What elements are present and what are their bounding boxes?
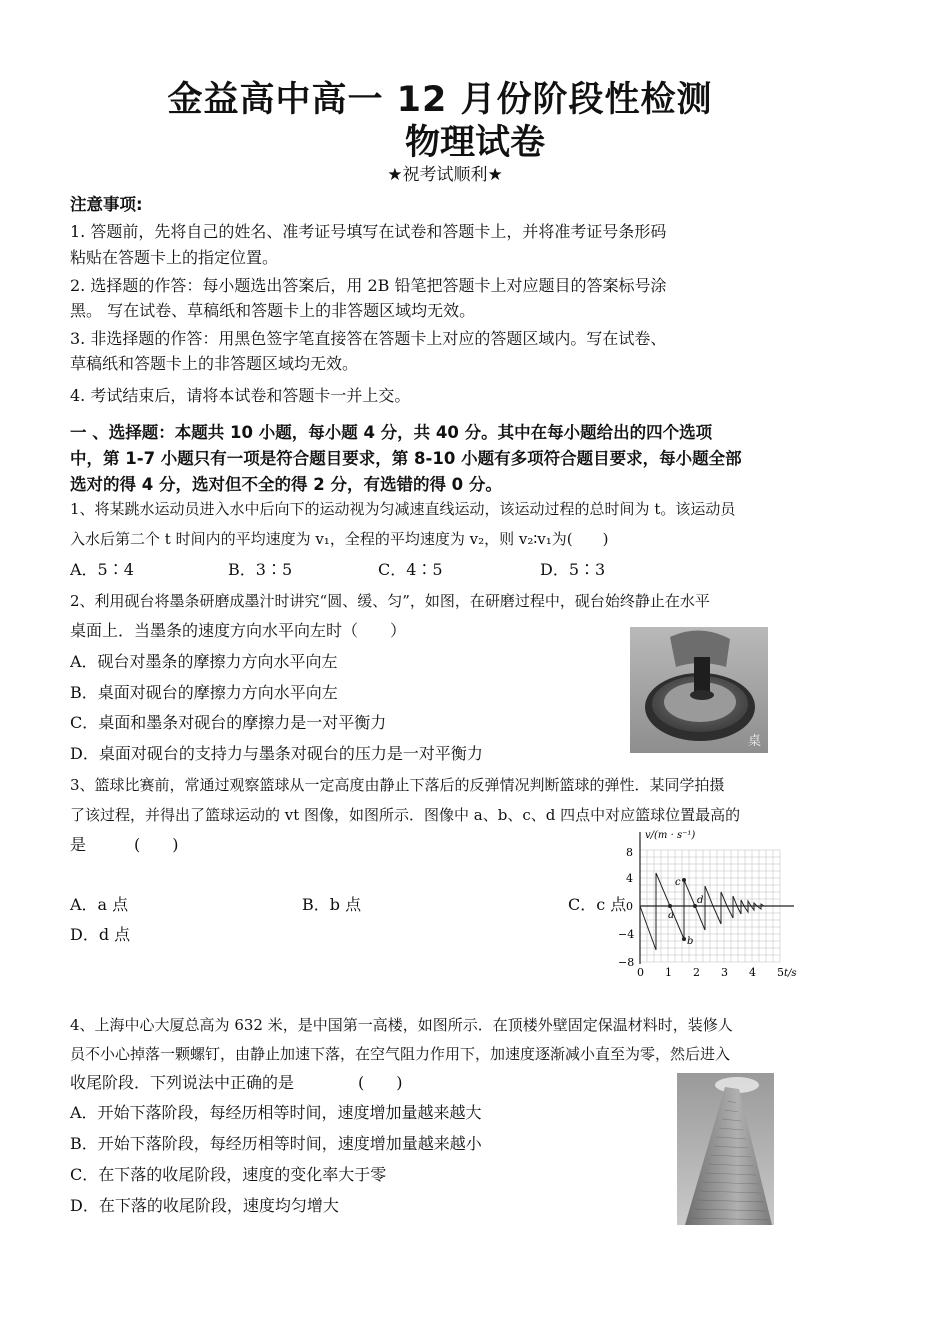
q1-option-d: D．5∶3 — [540, 560, 606, 579]
shanghai-tower-photo — [677, 1073, 774, 1225]
section-instruction: 一 、选择题：本题共 10 小题，每小题 4 分，共 40 分。其中在每小题给出的四个选项 — [70, 423, 713, 442]
question-4-text: 收尾阶段．下列说法中正确的是 ( ) — [70, 1073, 403, 1092]
inkstone-photo-label: 桌 — [748, 734, 762, 749]
notice-line: 3. 非选择题的作答：用黑色签字笔直接答在答题卡上对应的答题区域内。写在试卷、 — [70, 329, 667, 348]
q2-option-a: A．砚台对墨条的摩擦力方向水平向左 — [70, 652, 338, 671]
q2-option-d: D．桌面对砚台的支持力与墨条对砚台的压力是一对平衡力 — [70, 744, 483, 763]
exam-subtitle: 物理试卷 — [404, 123, 545, 163]
question-3-text: 是 ( ) — [70, 835, 179, 854]
notice-line: 4. 考试结束后，请将本试卷和答题卡一并上交。 — [70, 386, 411, 405]
point-c-label: c — [675, 877, 681, 888]
y-axis-label: v/(m · s⁻¹) — [645, 830, 696, 841]
q4-option-c: C．在下落的收尾阶段，速度的变化率大于零 — [70, 1165, 387, 1184]
q1-option-a: A．5∶4 — [70, 560, 134, 579]
x-tick: 1 — [665, 966, 672, 978]
q1-option-b: B．3∶5 — [228, 560, 293, 579]
notice-line: 2. 选择题的作答：每小题选出答案后，用 2B 铅笔把答题卡上对应题目的答案标号涂 — [70, 276, 667, 295]
vt-graph — [612, 826, 808, 978]
notice-line: 黑。 写在试卷、草稿纸和答题卡上的非答题区域均无效。 — [70, 301, 476, 320]
question-1-text: 入水后第二个 t 时间内的平均速度为 v₁，全程的平均速度为 v₂，则 v₂∶v₁为( ) — [70, 530, 609, 548]
x-tick: 3 — [721, 966, 728, 978]
exam-title: 金益高中高一 12 月份阶段性检测 — [167, 80, 713, 120]
y-tick: −4 — [618, 928, 635, 941]
velocity-curve — [640, 873, 777, 950]
q3-option-d: D．d 点 — [70, 925, 131, 944]
q4-option-a: A．开始下落阶段，每经历相等时间，速度增加量越来越大 — [70, 1103, 482, 1122]
y-tick: −8 — [618, 956, 635, 969]
x-tick: 5 — [777, 966, 784, 978]
q3-option-a: A．a 点 — [70, 895, 129, 914]
y-tick: 8 — [626, 846, 633, 859]
question-4-text: 员不小心掉落一颗螺钉，由静止加速下落，在空气阻力作用下，加速度逐渐减小直至为零，然后进入 — [70, 1045, 731, 1063]
question-2-text: 桌面上．当墨条的速度方向水平向左时（ ） — [70, 621, 407, 640]
q1-option-c: C．4∶5 — [378, 560, 443, 579]
q3-option-b: B．b 点 — [302, 895, 362, 914]
question-3-text: 3、篮球比赛前，常通过观察篮球从一定高度由静止下落后的反弹情况判断篮球的弹性．某同学拍摄 — [70, 776, 725, 794]
question-2-text: 2、利用砚台将墨条研磨成墨汁时讲究“圆、缓、匀”，如图，在研磨过程中，砚台始终静止在水平 — [70, 592, 710, 610]
question-4-text: 4、上海中心大厦总高为 632 米，是中国第一高楼，如图所示．在顶楼外壁固定保温材料时，装修人 — [70, 1016, 733, 1034]
section-instruction: 选对的得 4 分，选对但不全的得 2 分，有选错的得 0 分。 — [70, 475, 502, 494]
q2-option-b: B．桌面对砚台的摩擦力方向水平向左 — [70, 683, 338, 702]
question-1-text: 1、将某跳水运动员进入水中后向下的运动视为匀减速直线运动，该运动过程的总时间为 t。该运动员 — [70, 500, 736, 518]
point-b-label: b — [687, 936, 694, 947]
q3-option-c: C．c 点 — [568, 895, 627, 914]
x-tick: 4 — [749, 966, 756, 978]
notice-line: 粘贴在答题卡上的指定位置。 — [70, 248, 279, 267]
q4-option-d: D．在下落的收尾阶段，速度均匀增大 — [70, 1196, 339, 1215]
section-instruction: 中，第 1-7 小题只有一项是符合题目要求，第 8-10 小题有多项符合题目要求，每小题全部 — [70, 449, 742, 468]
notice-line: 1. 答题前，先将自己的姓名、准考证号填写在试卷和答题卡上，并将准考证号条形码 — [70, 222, 667, 241]
point-d-label: d — [697, 895, 704, 906]
y-tick: 0 — [626, 900, 633, 913]
inkstone-photo — [630, 627, 768, 753]
point-a-marker — [668, 904, 672, 908]
y-tick: 4 — [626, 872, 633, 885]
x-axis-label: t/s — [784, 968, 797, 978]
x-tick: 0 — [637, 966, 644, 978]
blessing-text: ★祝考试顺利★ — [387, 165, 503, 185]
q2-option-c: C．桌面和墨条对砚台的摩擦力是一对平衡力 — [70, 713, 387, 732]
notice-line: 草稿纸和答题卡上的非答题区域均无效。 — [70, 354, 359, 373]
x-tick: 2 — [693, 966, 700, 978]
notice-heading: 注意事项: — [70, 195, 143, 214]
question-3-text: 了该过程，并得出了篮球运动的 vt 图像，如图所示．图像中 a、b、c、d 四点中对应篮球位置最高的 — [70, 806, 741, 824]
point-c-marker — [682, 878, 686, 882]
point-a-label: a — [668, 910, 674, 921]
point-b-marker — [682, 937, 686, 941]
q4-option-b: B．开始下落阶段，每经历相等时间，速度增加量越来越小 — [70, 1134, 482, 1153]
